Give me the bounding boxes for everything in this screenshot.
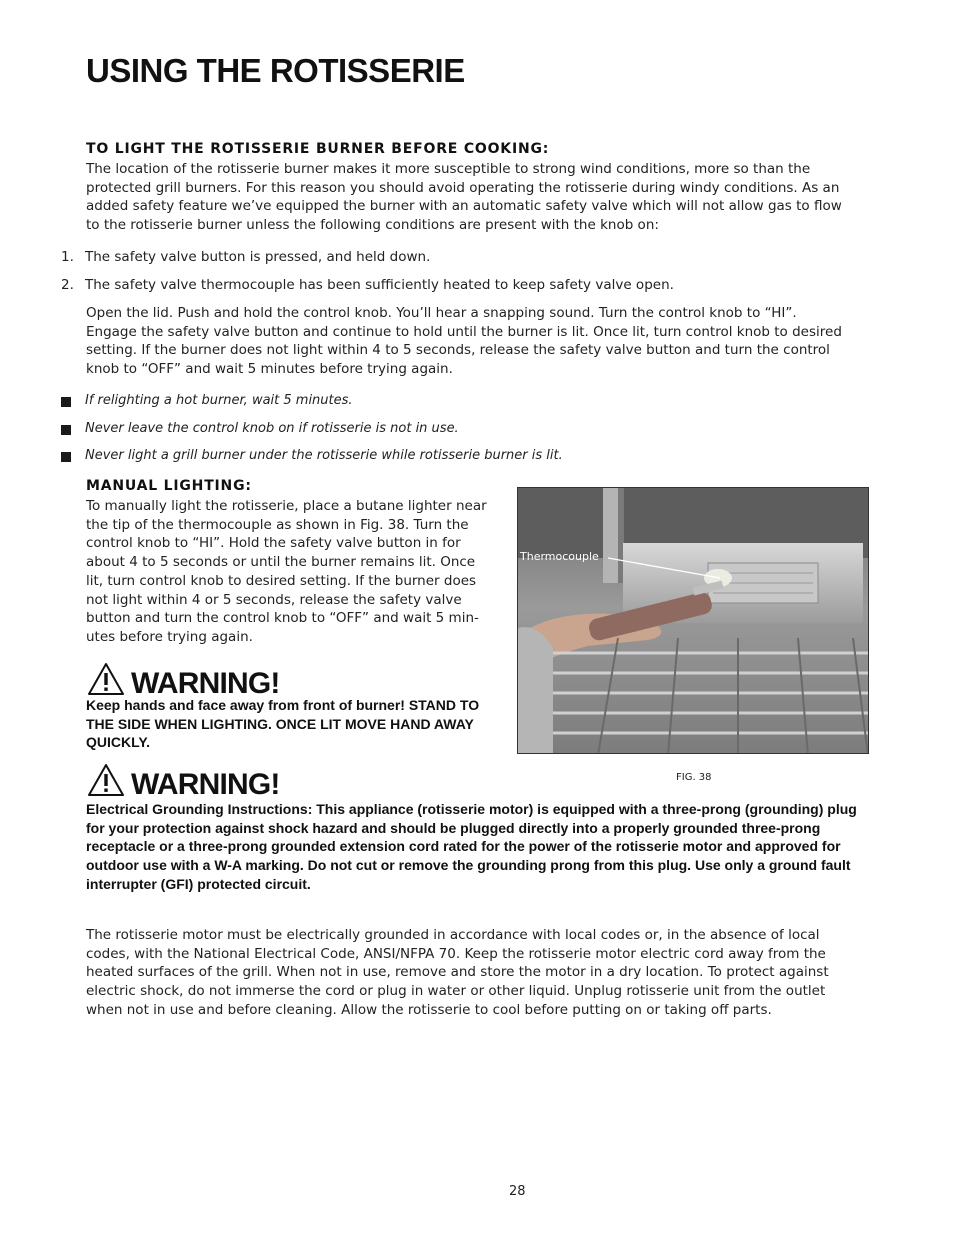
grounding-text (86, 926, 829, 1020)
warning-text (86, 800, 857, 894)
bullet-square-icon (61, 397, 71, 407)
condition-text: The safety valve thermocouple has been sufficiently heated to keep safety valve open. (85, 277, 674, 293)
note-item: Never leave the control knob on if rotisserie is not in use. (85, 421, 459, 436)
warning-title: WARNING! (131, 768, 280, 801)
text-line: button and turn the control knob to “OFF” and wait 5 min- (86, 610, 479, 627)
text-line: Engage the safety valve button and continue to hold until the burner is lit. Once lit, turn control knob to desired (86, 323, 842, 340)
bullet-square-icon (61, 425, 71, 435)
text-line: THE SIDE WHEN LIGHTING. ONCE LIT MOVE HAND AWAY (86, 715, 474, 732)
manual-heading: MANUAL LIGHTING: (86, 478, 252, 494)
text-line: interrupter (GFI) protected circuit. (86, 875, 311, 892)
text-line: codes, with the National Electrical Code, ANSI/NFPA 70. Keep the rotisserie motor electric cord away from the (86, 945, 826, 962)
text-line: lit, turn control knob to desired setting. If the burner does (86, 572, 477, 589)
manual-text (86, 497, 487, 647)
page-number: 28 (509, 1184, 526, 1199)
warning-title: WARNING! (131, 667, 280, 700)
condition-number: 2. (61, 277, 74, 293)
text-line: receptacle or a three-prong grounded extension cord rated for the power of the rotisserie motor and approved for (86, 838, 841, 855)
text-line: To manually light the rotisserie, place a butane lighter near (86, 498, 487, 514)
text-line: knob to “OFF” and wait 5 minutes before trying again. (86, 361, 453, 378)
text-line: outdoor use with a W-A marking. Do not cut or remove the grounding prong from this plug. Use only a ground fault (86, 857, 851, 874)
text-line: about 4 to 5 seconds or until the burner remains lit. Once (86, 554, 476, 571)
note-item: If relighting a hot burner, wait 5 minutes. (85, 393, 353, 408)
text-line: heated surfaces of the grill. When not in use, remove and store the motor in a dry location. To protect against (86, 964, 829, 981)
condition-number: 1. (61, 249, 74, 265)
text-line: to the rotisserie burner unless the following conditions are present with the knob on: (86, 217, 659, 234)
text-line: setting. If the burner does not light within 4 to 5 seconds, release the safety valve button and turn the control (86, 342, 830, 359)
figure-caption: FIG. 38 (676, 772, 712, 783)
condition-text: The safety valve button is pressed, and held down. (85, 249, 431, 265)
note-item: Never light a grill burner under the rotisserie while rotisserie burner is lit. (85, 448, 563, 463)
text-line: The rotisserie motor must be electrically grounded in accordance with local codes or, in the absence of local (86, 927, 820, 943)
text-line: electric shock, do not immerse the cord or plug in water or other liquid. Unplug rotisserie unit from the outlet (86, 983, 826, 1000)
text-line: QUICKLY. (86, 734, 151, 751)
page-title: USING THE ROTISSERIE (86, 52, 465, 89)
warning-text (86, 696, 479, 752)
bullet-square-icon (61, 452, 71, 462)
figure-thermocouple-photo (517, 487, 869, 754)
text-line: the tip of the thermocouple as shown in Fig. 38. Turn the (86, 516, 469, 533)
grill-photo-illustration (518, 488, 869, 754)
text-line: added safety feature we’ve equipped the burner with an automatic safety valve which will not allow gas to flow (86, 198, 842, 215)
text-line: when not in use and before cleaning. Allow the rotisserie to cool before putting on or taking off parts. (86, 1001, 772, 1018)
text-line: The location of the rotisserie burner makes it more susceptible to strong wind conditions, more so than the (86, 161, 811, 177)
warning-triangle-icon (87, 662, 125, 696)
lighting-procedure (86, 304, 842, 379)
warning-triangle-icon (87, 763, 125, 797)
text-line: for your protection against shock hazard and should be plugged directly into a properly grounded three-prong (86, 819, 821, 836)
lighting-heading: TO LIGHT THE ROTISSERIE BURNER BEFORE COOKING: (86, 141, 550, 157)
text-line: control knob to “HI”. Hold the safety valve button in for (86, 535, 461, 552)
figure-callout-label: Thermocouple (520, 550, 599, 563)
text-line: utes before trying again. (86, 628, 253, 645)
lighting-intro (86, 160, 842, 235)
text-line: Electrical Grounding Instructions: This appliance (rotisserie motor) is equipped with a three-prong (grounding) plug (86, 801, 857, 817)
text-line: Open the lid. Push and hold the control knob. You’ll hear a snapping sound. Turn the control knob to “HI”. (86, 305, 797, 321)
text-line: not light within 4 or 5 seconds, release the safety valve (86, 591, 462, 608)
text-line: protected grill burners. For this reason you should avoid operating the rotisserie during windy conditions. As an (86, 179, 840, 196)
text-line: Keep hands and face away from front of burner! STAND TO (86, 697, 480, 713)
